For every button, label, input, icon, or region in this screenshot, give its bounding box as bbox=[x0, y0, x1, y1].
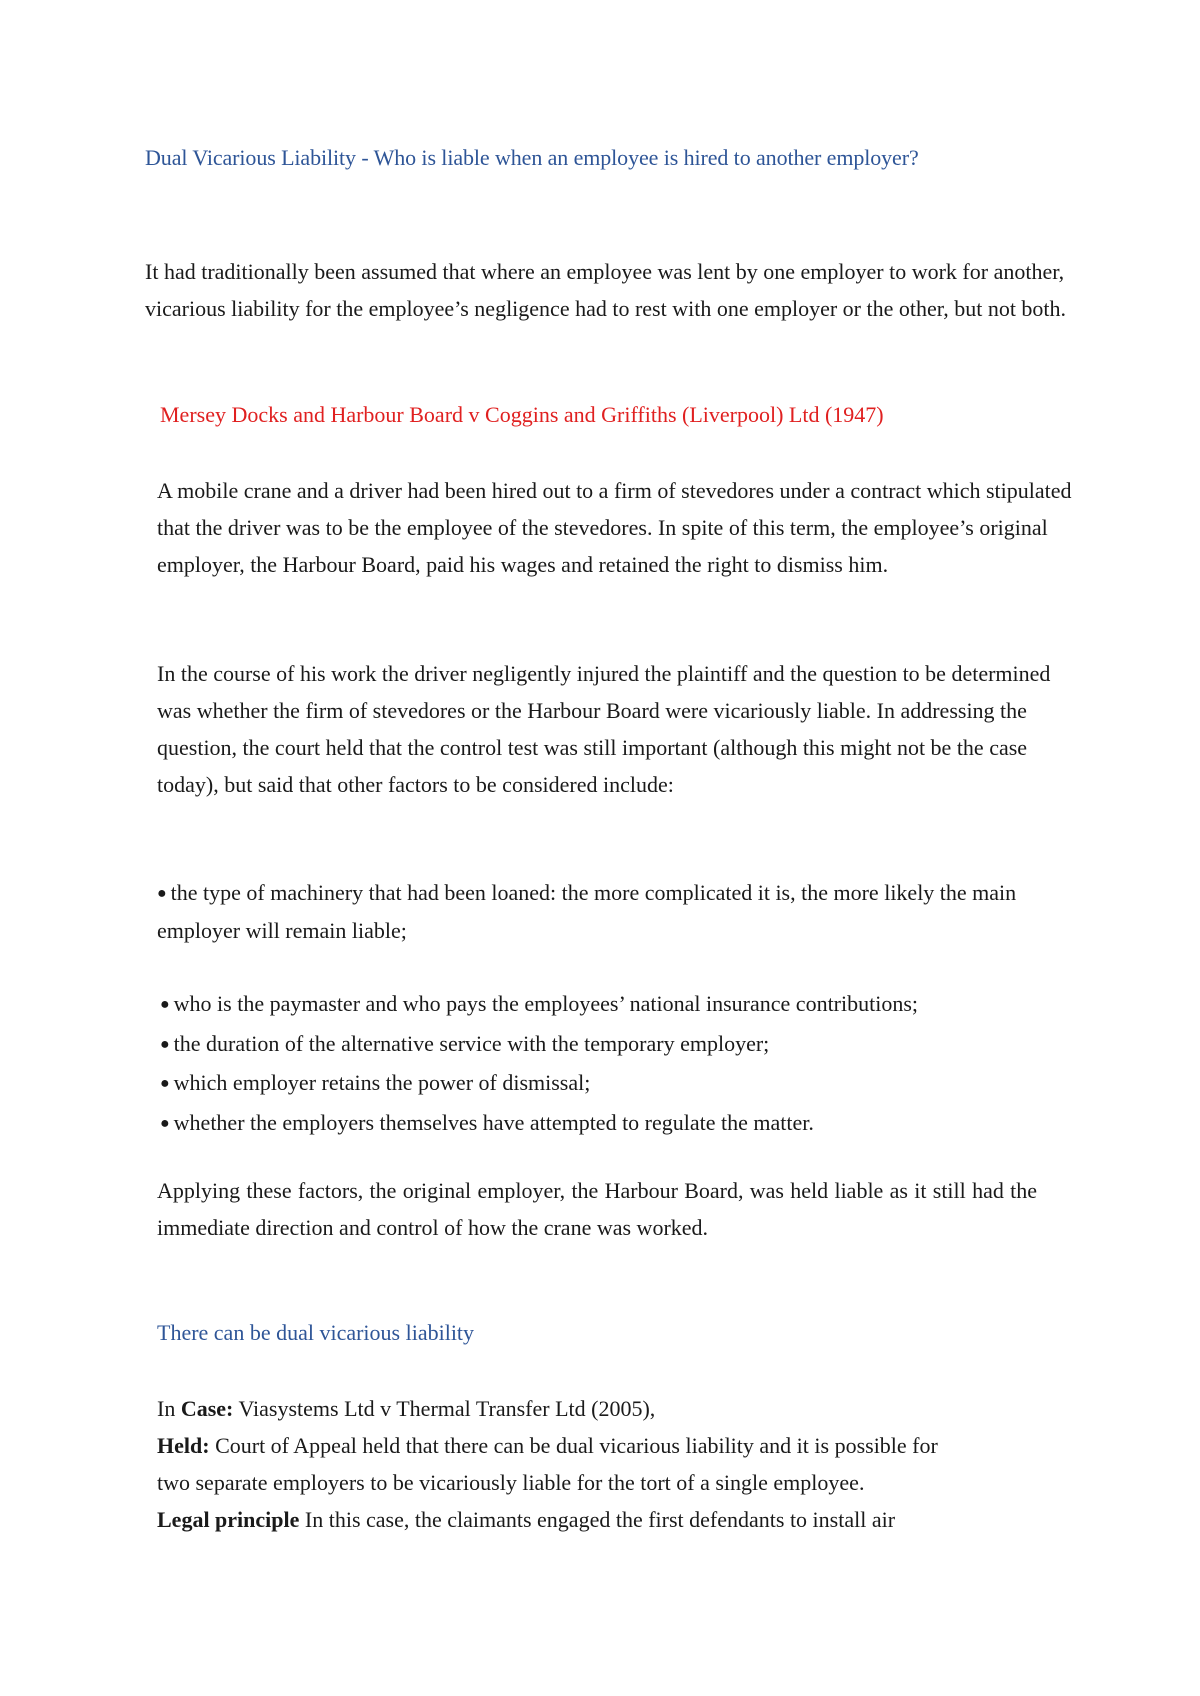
factor-bullet-first bbox=[157, 874, 1057, 949]
case-name: Viasystems Ltd v Thermal Transfer Ltd (2005), bbox=[233, 1396, 656, 1421]
intro-paragraph: It had traditionally been assumed that where an employee was lent by one employer to work for another, vicarious liability for the employee’s negligence had to rest with one employer or the other, but not both. bbox=[145, 259, 1067, 321]
case-prefix: In bbox=[157, 1396, 181, 1421]
factor-text: who is the paymaster and who pays the employees’ national insurance contributions; bbox=[173, 991, 919, 1016]
principle-label: Legal principle bbox=[157, 1507, 300, 1532]
document-title: Dual Vicarious Liability - Who is liable when an employee is hired to another employer? bbox=[145, 145, 919, 170]
factor-text: the duration of the alternative service with the temporary employer; bbox=[173, 1030, 770, 1056]
case-label: Case: bbox=[180, 1396, 234, 1421]
held-text: Court of Appeal held that there can be dual vicarious liability and it is possible for bbox=[209, 1433, 938, 1458]
case-facts-paragraph: A mobile crane and a driver had been hired out to a firm of stevedores under a contract which stipulated that the driver was to be the employee of the stevedores. In spite of this term, the employee’s original employer, the Harbour Board, paid his wages and retained the right to dismiss him. bbox=[157, 478, 1072, 577]
held-label: Held: bbox=[157, 1433, 210, 1458]
section-subheading: There can be dual vicarious liability bbox=[157, 1320, 475, 1345]
case-heading: Mersey Docks and Harbour Board v Coggins and Griffiths (Liverpool) Ltd (1947) bbox=[160, 402, 884, 427]
case-line bbox=[157, 1390, 1077, 1427]
factor-list bbox=[160, 985, 1060, 1143]
factor-text: which employer retains the power of dismissal; bbox=[173, 1070, 591, 1095]
bullet-icon: ● bbox=[160, 1035, 170, 1053]
factor-text: whether the employers themselves have attempted to regulate the matter. bbox=[173, 1109, 814, 1135]
bullet-icon: ● bbox=[160, 996, 170, 1013]
list-item bbox=[160, 1025, 1060, 1065]
conclusion-paragraph: Applying these factors, the original employer, the Harbour Board, was held liable as it still had the immediate direction and control of how the crane was worked. bbox=[157, 1178, 1037, 1240]
bullet-icon: ● bbox=[160, 1075, 170, 1092]
list-item bbox=[160, 1104, 1060, 1144]
factor-text: the type of machinery that had been loaned: the more complicated it is, the more likely the main employer will remain liable; bbox=[157, 880, 1017, 943]
held-line bbox=[157, 1427, 1077, 1464]
list-item bbox=[160, 985, 1060, 1025]
bullet-icon: ● bbox=[157, 885, 167, 902]
case-question-paragraph: In the course of his work the driver negligently injured the plaintiff and the question to be determined was whether the firm of stevedores or the Harbour Board were vicariously liable. In addressing the question, the court held that the control test was still important (although this might not be the case today), but said that other factors to be considered include: bbox=[157, 661, 1051, 797]
list-item bbox=[160, 1064, 1060, 1104]
held-line-continued: two separate employers to be vicariously liable for the tort of a single employee. bbox=[157, 1470, 865, 1495]
principle-text: In this case, the claimants engaged the first defendants to install air bbox=[299, 1507, 896, 1532]
case-summary bbox=[157, 1390, 1077, 1538]
principle-line bbox=[157, 1501, 1077, 1538]
bullet-icon: ● bbox=[160, 1114, 170, 1132]
